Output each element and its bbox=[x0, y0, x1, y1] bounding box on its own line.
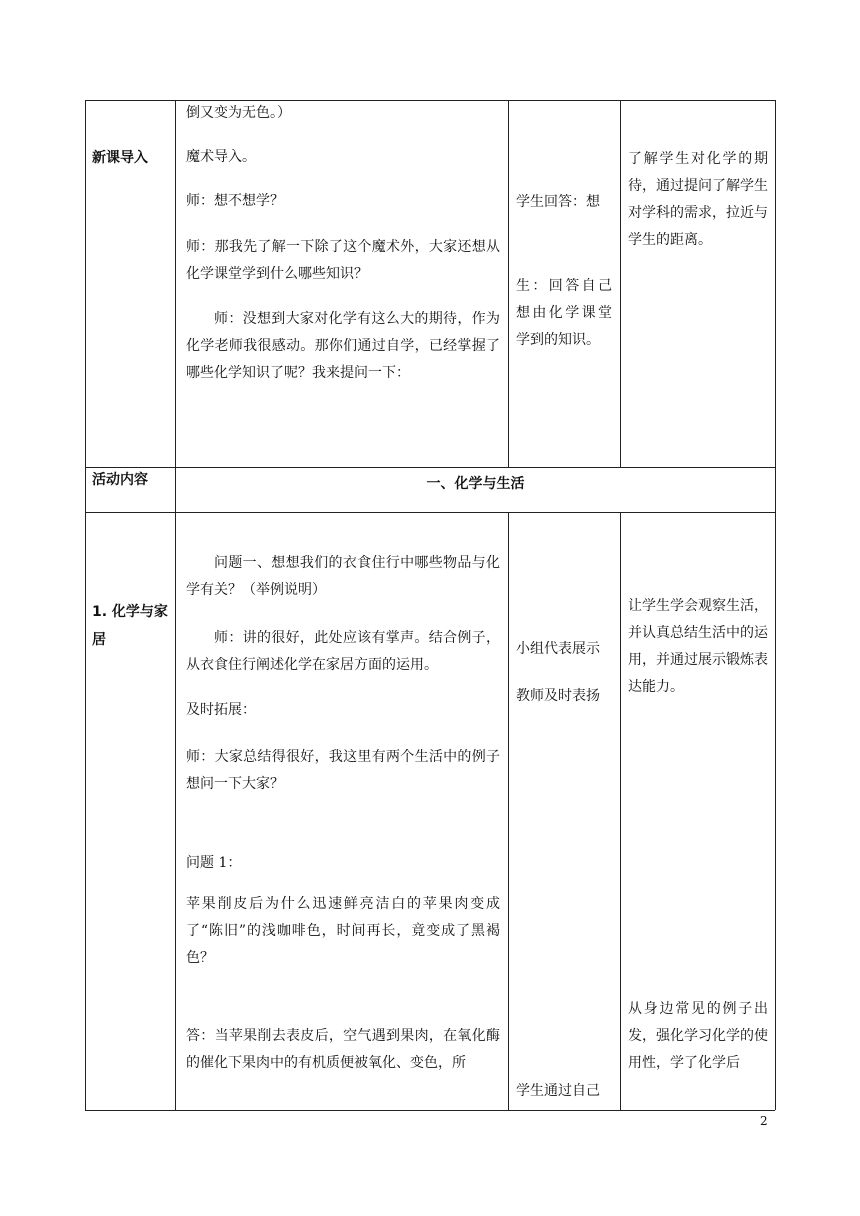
table-line bbox=[620, 100, 621, 467]
table-line bbox=[508, 512, 509, 1110]
student-text: 学生回答：想 bbox=[516, 194, 600, 210]
section-heading: 一、化学与生活 bbox=[426, 476, 525, 492]
teacher-text: 倒又变为无色。） bbox=[186, 105, 291, 121]
table-line bbox=[85, 100, 86, 1110]
student-text: 教师及时表扬 bbox=[516, 688, 600, 704]
table-line bbox=[175, 100, 176, 1110]
table-line bbox=[775, 100, 776, 1110]
student-text: 小组代表展示 bbox=[516, 641, 600, 657]
row-label-new-lesson: 新课导入 bbox=[92, 150, 148, 166]
row-label-home: 1. 化学与家居 bbox=[92, 604, 168, 648]
teacher-text: 师：讲的很好，此处应该有掌声。结合例子，从衣食住行阐述化学在家居方面的运用。 bbox=[186, 630, 500, 673]
teacher-text: 师：那我先了解一下除了这个魔术外，大家还想从化学课堂学到什么哪些知识？ bbox=[186, 239, 500, 282]
student-text: 生：回答自己想由化学课堂学到的知识。 bbox=[516, 278, 612, 348]
table-line bbox=[620, 512, 621, 1110]
teacher-text: 师：想不想学？ bbox=[186, 193, 284, 209]
teacher-text: 师：没想到大家对化学有这么大的期待，作为化学老师我很感动。那你们通过自学，已经掌握了哪些化学知识了呢？我来提问一下： bbox=[186, 311, 500, 381]
page-number: 2 bbox=[760, 1114, 768, 1128]
intent-text: 从身边常见的例子出发，强化学习化学的使用性，学了化学后 bbox=[628, 1001, 768, 1071]
teacher-text: 问题 1： bbox=[186, 855, 242, 871]
teacher-text: 魔术导入。 bbox=[186, 149, 256, 165]
row-label-activity: 活动内容 bbox=[92, 472, 148, 488]
table-line bbox=[508, 100, 509, 467]
teacher-text: 师：大家总结得很好，我这里有两个生活中的例子想问一下大家？ bbox=[186, 749, 500, 792]
table-line bbox=[85, 1110, 775, 1111]
intent-text: 了解学生对化学的期待，通过提问了解学生对学科的需求，拉近与学生的距离。 bbox=[628, 151, 768, 248]
table-line bbox=[85, 467, 775, 468]
student-text: 学生通过自己 bbox=[516, 1083, 600, 1099]
teacher-text: 及时拓展： bbox=[186, 702, 256, 718]
teacher-text: 答：当苹果削去表皮后，空气遇到果肉，在氧化酶的催化下果肉中的有机质便被氧化、变色，所 bbox=[186, 1028, 500, 1071]
intent-text: 让学生学会观察生活，并认真总结生活中的运用，并通过展示锻炼表达能力。 bbox=[628, 598, 768, 695]
teacher-text: 苹果削皮后为什么迅速鲜亮洁白的苹果肉变成了“陈旧”的浅咖啡色，时间再长，竟变成了黑褐色？ bbox=[186, 896, 500, 966]
table-line bbox=[85, 512, 775, 513]
teacher-text: 问题一、想想我们的衣食住行中哪些物品与化学有关？（举例说明） bbox=[186, 555, 500, 598]
